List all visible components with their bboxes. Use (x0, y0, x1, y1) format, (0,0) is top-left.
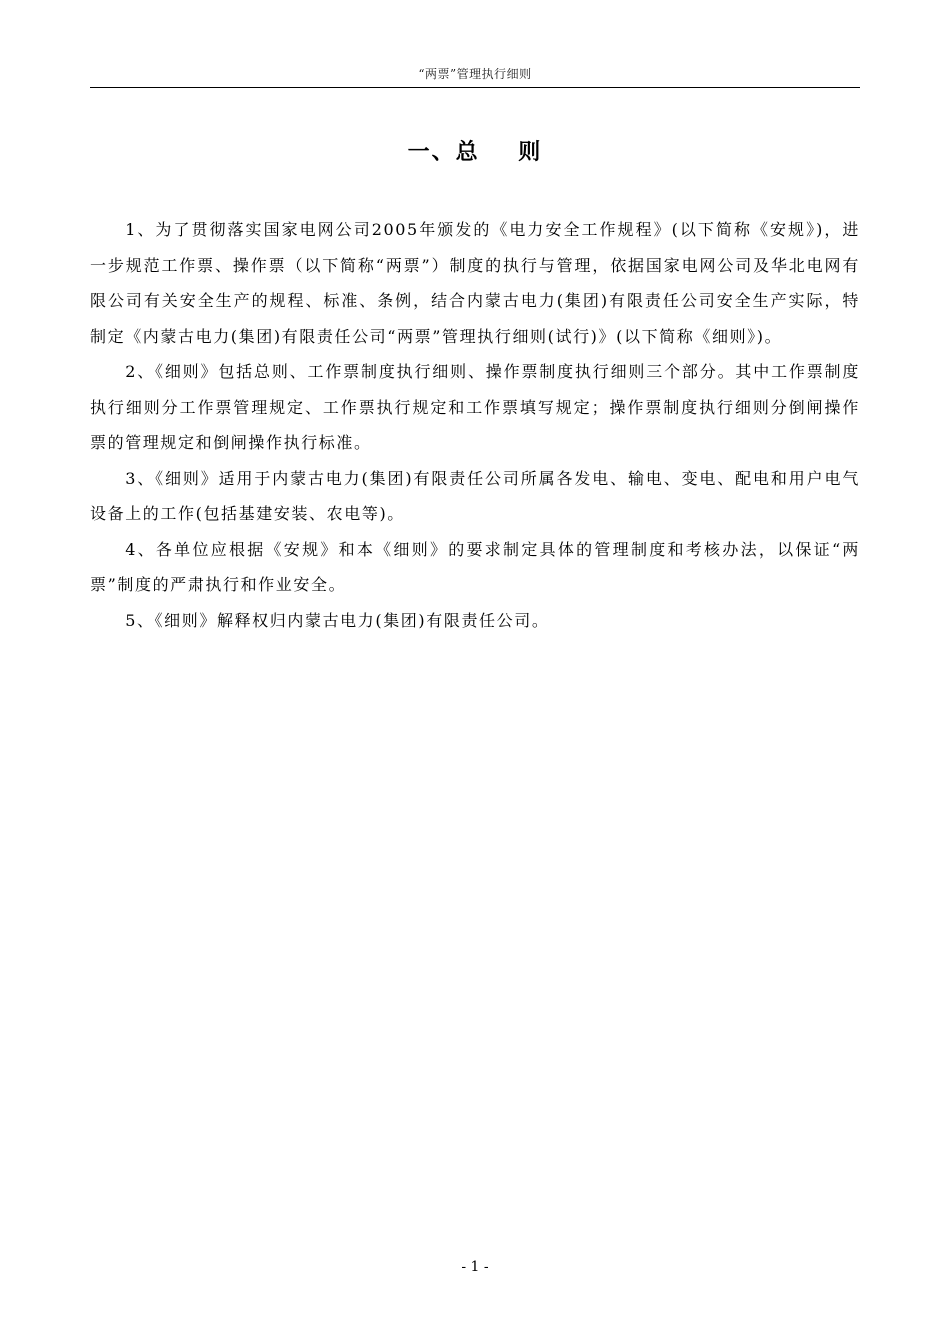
page-number: - 1 - (461, 1259, 489, 1275)
body-text (90, 212, 860, 638)
paragraph-2: 2、《细则》包括总则、工作票制度执行细则、操作票制度执行细则三个部分。其中工作票制度执行细则分工作票管理规定、工作票执行规定和工作票填写规定；操作票制度执行细则分倒闸操作票的管理规定和倒闸操作执行标准。 (90, 362, 860, 452)
paragraph-4: 4、各单位应根据《安规》和本《细则》的要求制定具体的管理制度和考核办法，以保证“两票”制度的严肃执行和作业安全。 (90, 539, 860, 594)
paragraph-5: 5、《细则》解释权归内蒙古电力(集团)有限责任公司。 (125, 610, 550, 630)
paragraph-1: 1、为了贯彻落实国家电网公司2005年颁发的《电力安全工作规程》(以下简称《安规》)，进一步规范工作票、操作票（以下简称“两票”）制度的执行与管理，依据国家电网公司及华北电网有限公司有关安全生产的规程、标准、条例，结合内蒙古电力(集团)有限责任公司安全生产实际，特制定《内蒙古电力(集团)有限责任公司“两票”管理执行细则(试行)》(以下简称《细则》)。 (90, 220, 860, 346)
running-header: “两票”管理执行细则 (418, 67, 532, 81)
section-title: 一、总 则 (407, 140, 543, 165)
paragraph-3: 3、《细则》适用于内蒙古电力(集团)有限责任公司所属各发电、输电、变电、配电和用户电气设备上的工作(包括基建安装、农电等)。 (90, 468, 860, 523)
header-rule (90, 87, 860, 88)
